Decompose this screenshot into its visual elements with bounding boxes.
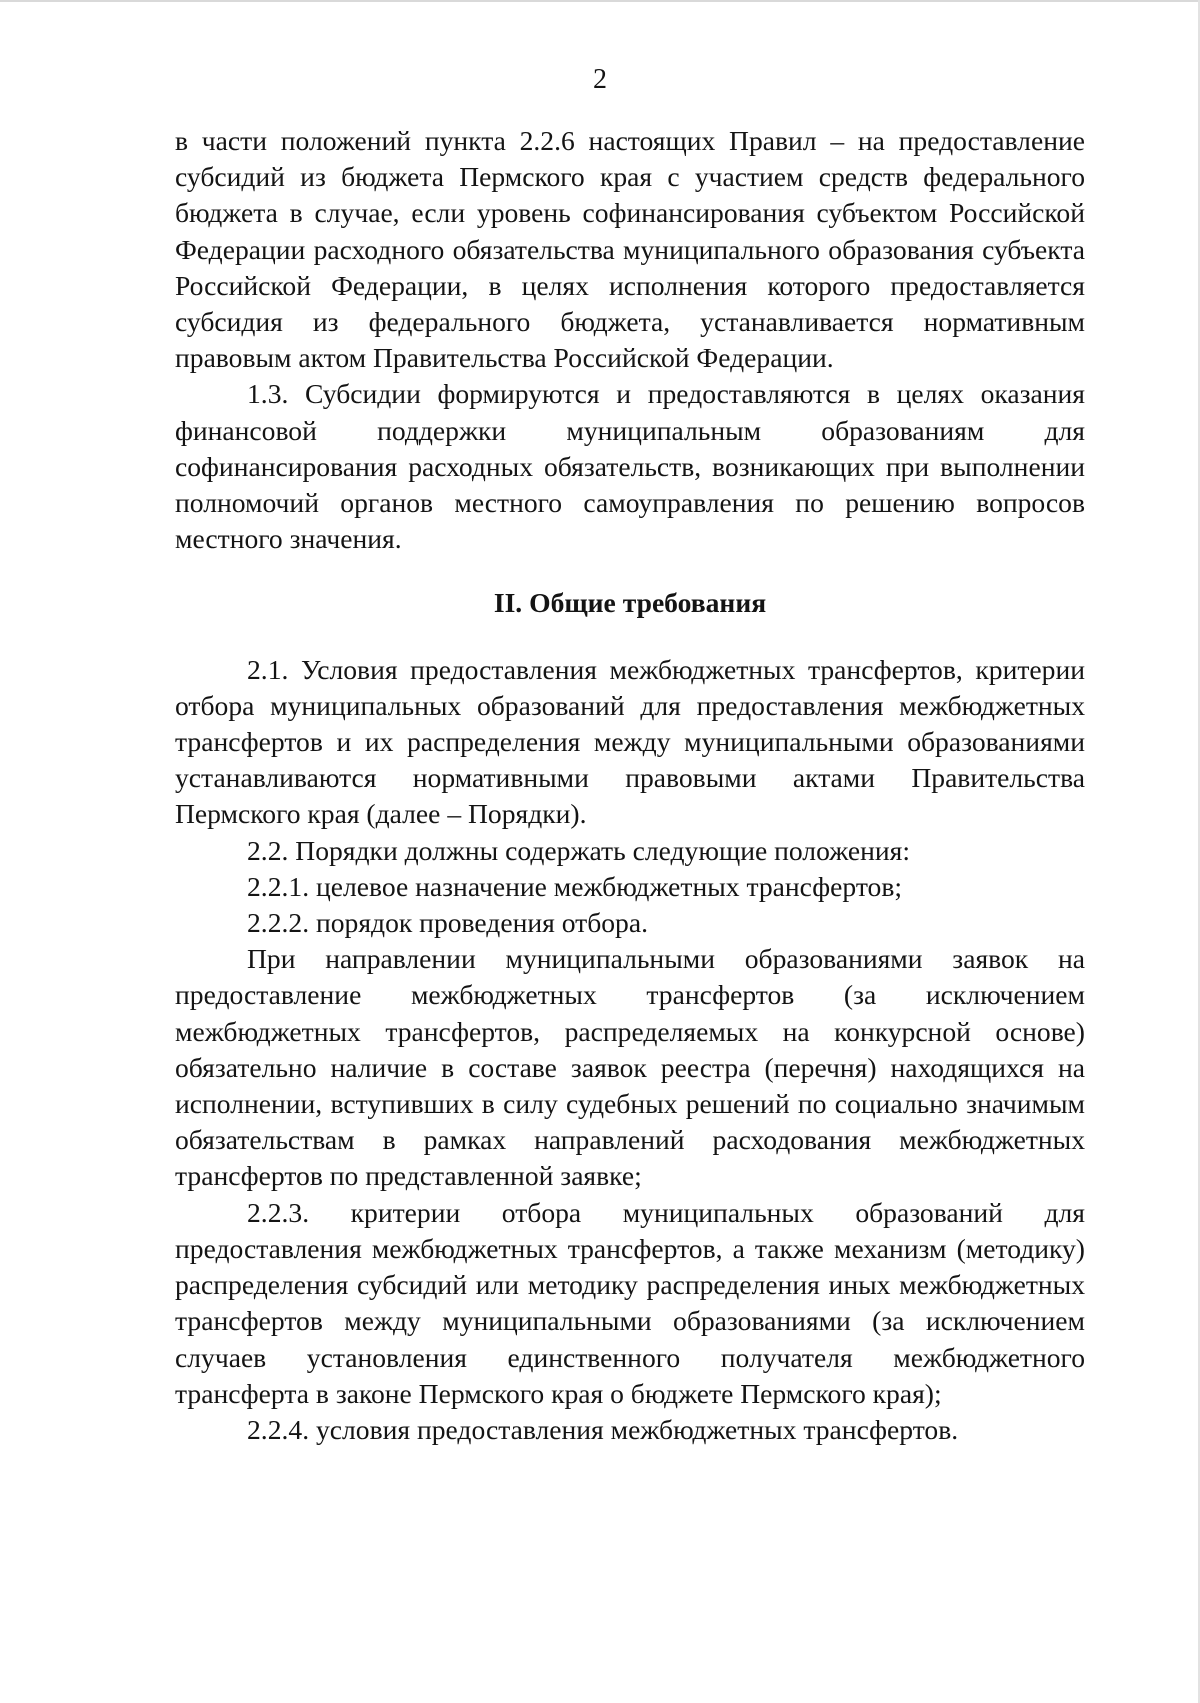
paragraph-2-2-3: 2.2.3. критерии отбора муниципальных образований для предоставления межбюджетных трансфертов, а также механизм (методику) распределения субсидий или методику распределения иных межбюджетных трансфертов между муниципальными образованиями (за исключением случаев установления единственного получателя межбюджетного трансферта в законе Пермского края о бюджете Пермского края); (175, 1196, 1085, 1409)
paragraph-2-2-4: 2.2.4. условия предоставления межбюджетных трансфертов. (247, 1413, 959, 1445)
paragraph-2-2-2: 2.2.2. порядок проведения отбора. (247, 907, 648, 939)
paragraph-2-1: 2.1. Условия предоставления межбюджетных трансфертов, критерии отбора муниципальных образований для предоставления межбюджетных трансфертов и их распределения между муниципальными образованиями устанавливаются нормативными правовыми актами Правительства Пермского края (далее – Порядки). (175, 653, 1085, 830)
document-body (175, 123, 1085, 1448)
paragraph-applications: При направлении муниципальными образованиями заявок на предоставление межбюджетных трансфертов (за исключением межбюджетных трансфертов, распределяемых на конкурсной основе) обязательно наличие в составе заявок реестра (перечня) находящихся на исполнении, вступивших в силу судебных решений по социально значимым обязательствам в рамках направлений расходования межбюджетных трансфертов по представленной заявке; (175, 943, 1085, 1192)
section-heading: II. Общие требования (493, 587, 767, 619)
spacer (175, 622, 1085, 652)
paragraph-continuation: в части положений пункта 2.2.6 настоящих Правил – на предоставление субсидий из бюджета Пермского края с участием средств федерального бюджета в случае, если уровень софинансирования субъектом Российской Федерации расходного обязательства муниципального образования субъекта Российской Федерации, в целях исполнения которого предоставляется субсидия из федерального бюджета, устанавливается нормативным правовым актом Правительства Российской Федерации. (175, 125, 1085, 374)
paragraph-2-2-1: 2.2.1. целевое назначение межбюджетных трансфертов; (247, 870, 903, 902)
page-number: 2 (593, 64, 607, 95)
spacer (175, 557, 1085, 585)
scan-edge-top (0, 0, 1200, 2)
paragraph-1-3: 1.3. Субсидии формируются и предоставляются в целях оказания финансовой поддержки муниципальным образованиям для софинансирования расходных обязательств, возникающих при выполнении полномочий органов местного самоуправления по решению вопросов местного значения. (175, 378, 1085, 555)
paragraph-2-2: 2.2. Порядки должны содержать следующие положения: (247, 834, 911, 866)
